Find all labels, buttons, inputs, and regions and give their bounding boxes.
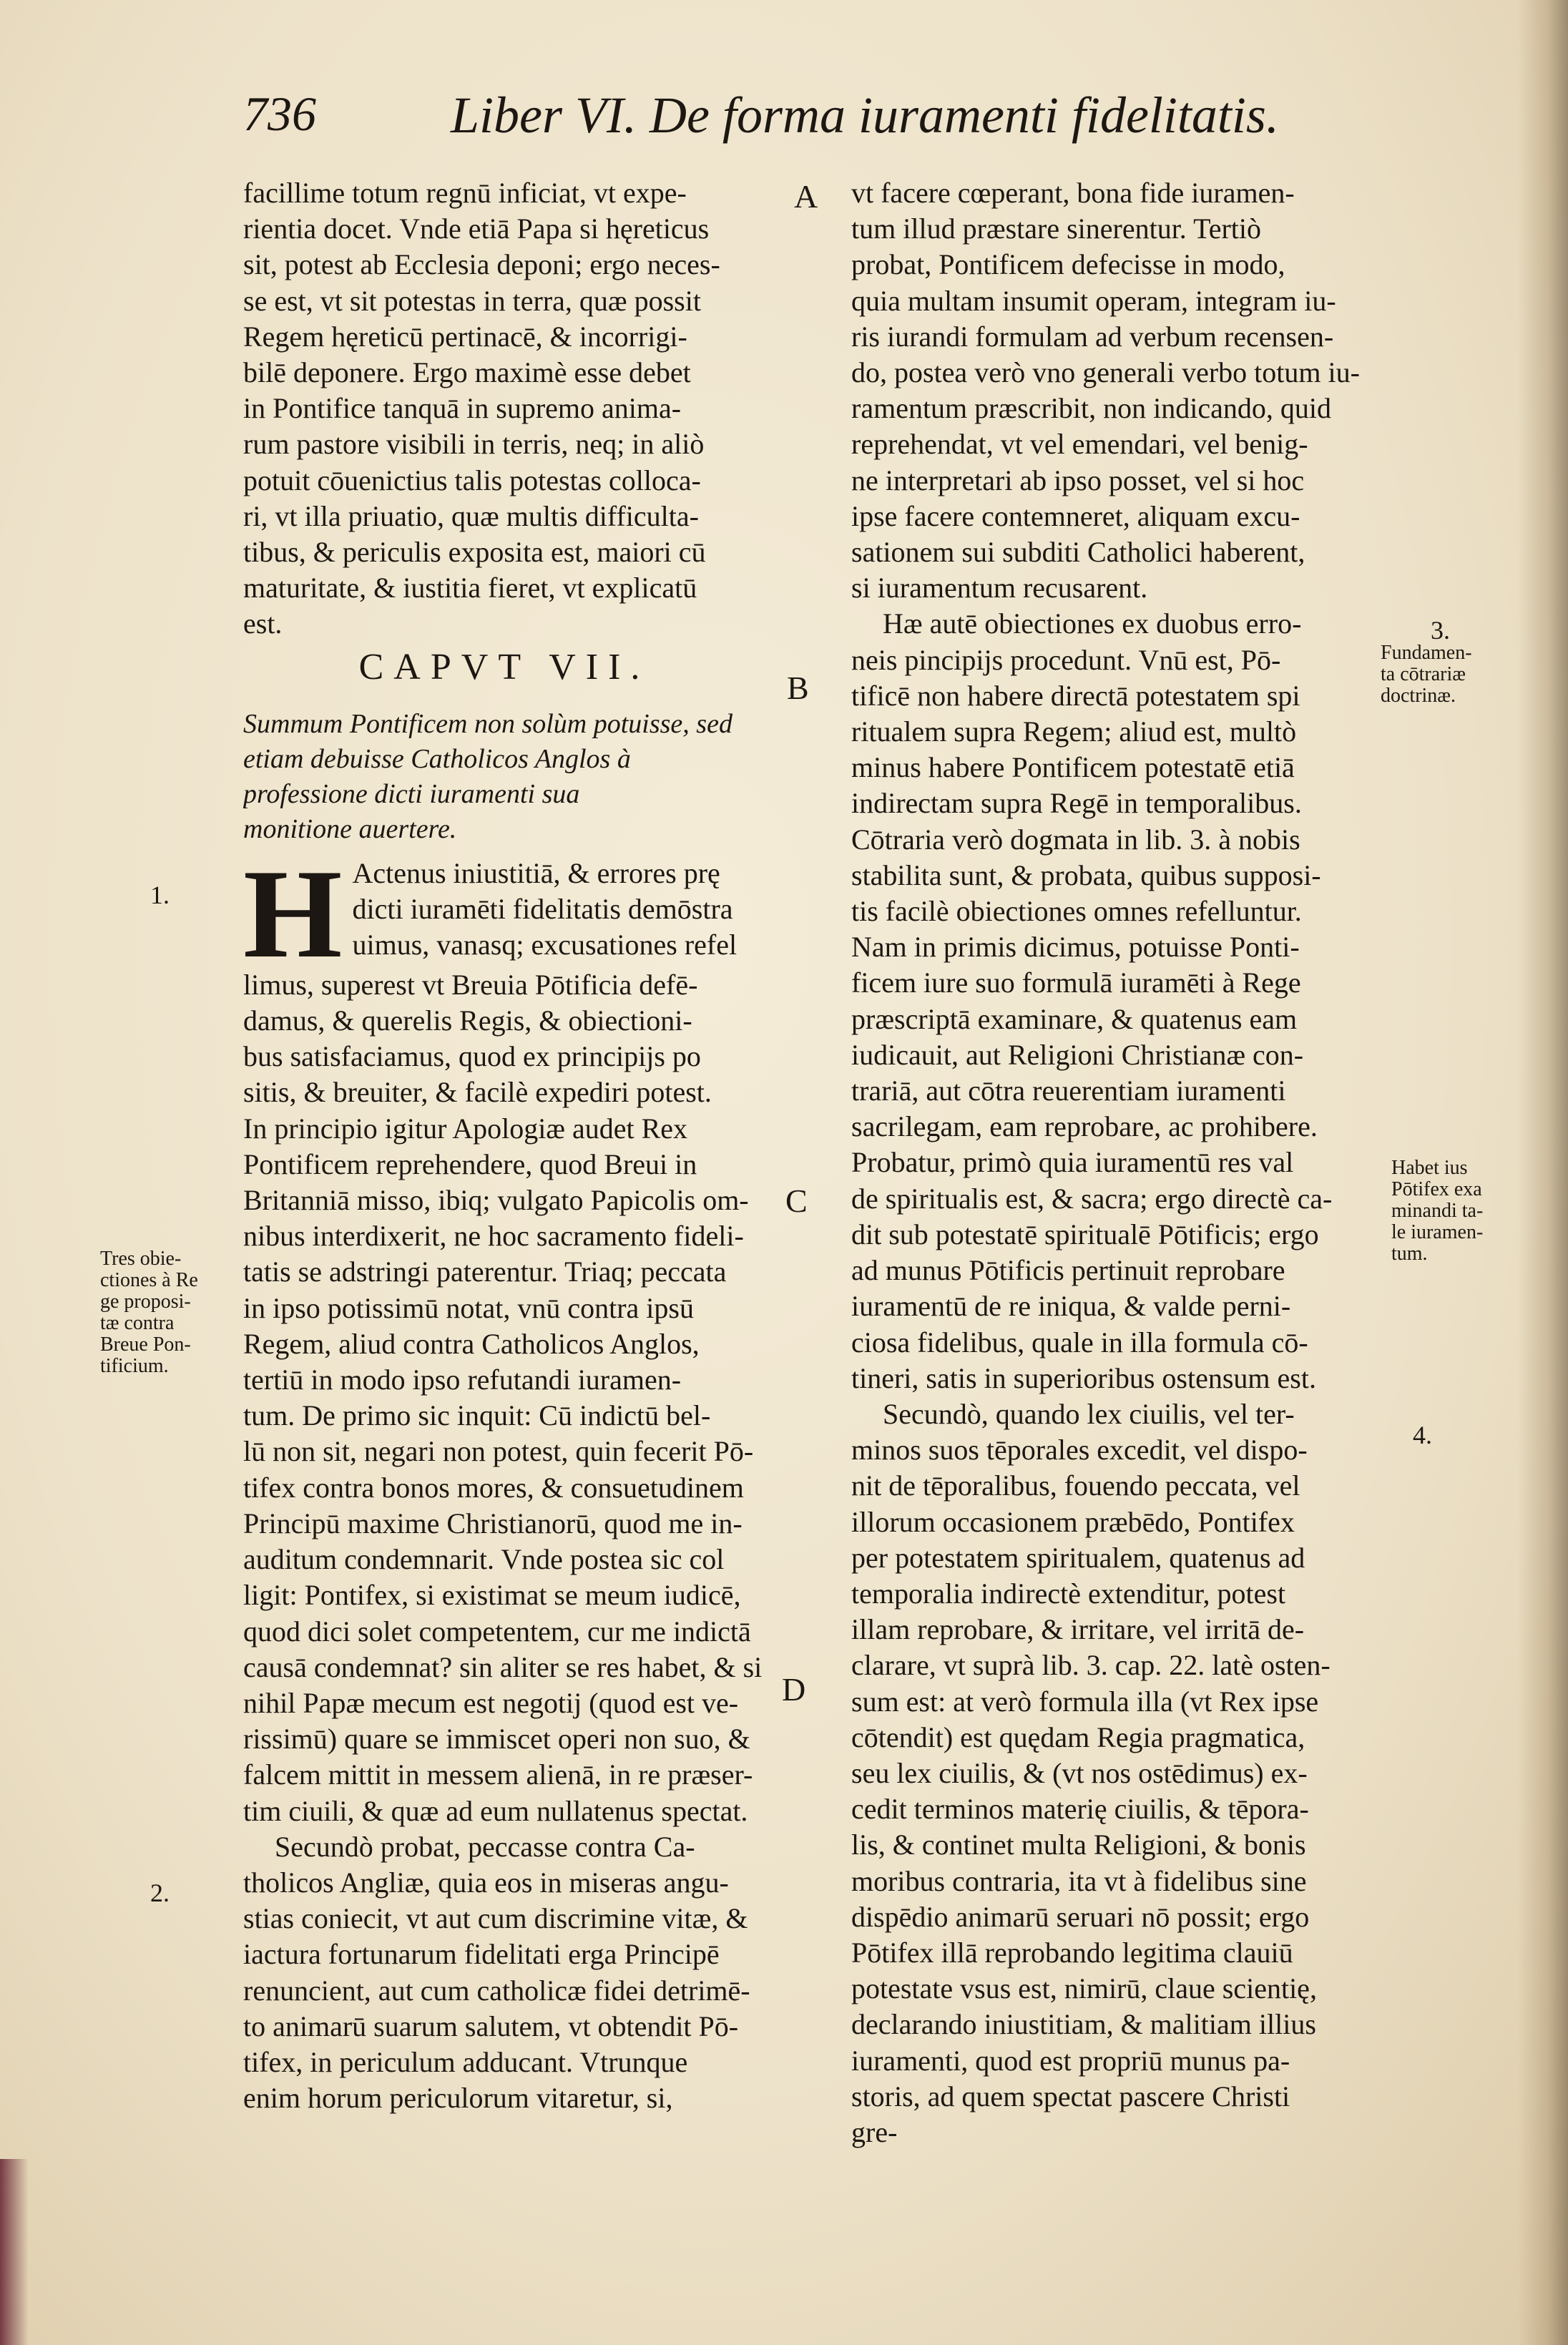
text-line: Nam in primis dicimus, potuisse Ponti- xyxy=(851,931,1300,964)
text-line: tum illud præstare sinerentur. Tertiò xyxy=(851,212,1262,245)
text-line: Regem hęreticū pertinacē, & incorrigi- xyxy=(243,320,687,353)
text-line: ad munus Pōtificis pertinuit reprobare xyxy=(851,1254,1285,1287)
chapter-opening xyxy=(243,842,765,984)
text-line: tatis se adstringi paterentur. Triaq; peccata xyxy=(243,1255,727,1288)
drop-cap: H xyxy=(243,842,343,984)
right-column xyxy=(851,175,1373,2150)
text-line: de spiritualis est, & sacra; ergo directè ca- xyxy=(851,1182,1333,1215)
text-line: lū non sit, negari non potest, quin fecerit Pō- xyxy=(243,1435,754,1468)
text-line: iactura fortunarum fidelitati erga Principē xyxy=(243,1938,720,1971)
text-line: professione dicti iuramenti sua xyxy=(243,778,580,809)
text-line: clarare, vt suprà lib. 3. cap. 22. latè osten- xyxy=(851,1649,1331,1682)
text-line: do, postea verò vno generali verbo totum iu- xyxy=(851,356,1360,389)
margin-number-1: 1. xyxy=(150,881,170,909)
text-line: iudicauit, aut Religioni Christianæ con- xyxy=(851,1038,1304,1071)
margin-note-line: minandi ta- xyxy=(1391,1200,1484,1222)
text-line: Cōtraria verò dogmata in lib. 3. à nobis xyxy=(851,823,1300,856)
section-letter-b: B xyxy=(787,670,809,706)
text-line: indirectam supra Regē in temporalibus. xyxy=(851,787,1302,820)
text-line: facillime totum regnū inficiat, vt expe- xyxy=(243,177,687,209)
text-line: storis, ad quem spectat pascere Christi xyxy=(851,2080,1290,2113)
text-line: ramentum præscribit, non indicando, quid xyxy=(851,392,1331,425)
margin-number-3: 3. xyxy=(1431,616,1450,645)
text-line: ri, vt illa priuatio, quæ multis difficulta- xyxy=(243,499,699,532)
text-line: temporalia indirectè extenditur, potest xyxy=(851,1577,1286,1610)
text-line: monitione auertere. xyxy=(243,813,457,844)
chapter-summary xyxy=(243,707,765,847)
margin-note-habet-ius xyxy=(1391,1157,1534,1265)
text-line: maturitate, & iustitia fieret, vt explicatū xyxy=(243,572,697,604)
text-line: etiam debuisse Catholicos Anglos à xyxy=(243,743,631,774)
text-line: limus, superest vt Breuia Pōtificia defē- xyxy=(243,968,698,1001)
text-line: tertiū in modo ipso refutandi iuramen- xyxy=(243,1364,682,1396)
text-line: Regem, aliud contra Catholicos Anglos, xyxy=(243,1327,700,1360)
text-line: reprehendat, vt vel emendari, vel benig- xyxy=(851,428,1308,461)
text-line: stabilita sunt, & probata, quibus supposi- xyxy=(851,858,1321,891)
text-line: ligit: Pontifex, si existimat se meum iudicē, xyxy=(243,1579,741,1612)
text-line: illorum occasionem præbēdo, Pontifex xyxy=(851,1505,1295,1538)
text-line: Summum Pontificem non solùm potuisse, sed xyxy=(243,708,732,739)
text-line: sationem sui subditi Catholici haberent, xyxy=(851,536,1305,569)
left-column-body xyxy=(243,967,765,2117)
text-line: potestate vsus est, nimirū, claue scientię, xyxy=(851,1972,1317,2005)
margin-note-objections xyxy=(100,1248,243,1377)
text-line: neis pincipijs procedunt. Vnū est, Pō- xyxy=(851,643,1281,676)
margin-note-fundamenta xyxy=(1381,642,1524,707)
text-line: ritualem supra Regem; aliud est, multò xyxy=(851,715,1297,748)
text-line: In principio igitur Apologiæ audet Rex xyxy=(243,1112,688,1145)
text-line: iuramenti, quod est propriū munus pa- xyxy=(851,2044,1290,2077)
text-line: in Pontifice tanquā in supremo anima- xyxy=(243,392,682,425)
text-line: Pōtifex illā reprobando legitima clauiū xyxy=(851,1936,1293,1969)
text-line: nihil Papæ mecum est negotij (quod est ve- xyxy=(243,1686,739,1719)
text-line: gre- xyxy=(851,2115,898,2148)
text-line: ris iurandi formulam ad verbum recensen- xyxy=(851,320,1334,353)
text-line: ficem iure suo formulā iuramēti à Rege xyxy=(851,966,1301,999)
margin-note-line: doctrinæ. xyxy=(1381,685,1456,707)
text-line: per potestatem spiritualem, quatenus ad xyxy=(851,1541,1305,1574)
text-line: nit de tēporalibus, fouendo peccata, vel xyxy=(851,1469,1300,1502)
margin-note-line: le iuramen- xyxy=(1391,1221,1484,1243)
text-line: seu lex ciuilis, & (vt nos ostēdimus) ex- xyxy=(851,1756,1308,1789)
text-line: enim horum periculorum vitaretur, si, xyxy=(243,2082,673,2115)
text-line: Probatur, primò quia iuramentū res val xyxy=(851,1146,1294,1179)
text-line: uimus, vanasq; excusationes refel xyxy=(352,929,738,961)
margin-number-2: 2. xyxy=(150,1879,170,1907)
text-line: tis facilè obiectiones omnes refelluntur. xyxy=(851,895,1302,928)
margin-note-line: ctiones à Re xyxy=(100,1269,198,1291)
page-header xyxy=(243,86,1279,157)
margin-number-4: 4. xyxy=(1413,1421,1432,1449)
text-line: si iuramentum recusarent. xyxy=(851,572,1148,604)
text-line: bilē deponere. Ergo maximè esse debet xyxy=(243,356,691,389)
text-line: nibus interdixerit, ne hoc sacramento fideli- xyxy=(243,1220,744,1253)
text-line: dit sub potestatē spiritualē Pōtificis; ergo xyxy=(851,1218,1319,1250)
section-letter-a: A xyxy=(794,178,818,215)
margin-note-line: Tres obie- xyxy=(100,1248,182,1270)
text-line: trariā, aut cōtra reuerentiam iuramenti xyxy=(851,1074,1286,1107)
text-line: causā condemnat? sin aliter se res habet, & si xyxy=(243,1650,763,1683)
text-line: ciosa fidelibus, quale in illa formula cō- xyxy=(851,1326,1308,1358)
text-line: tholicos Angliæ, quia eos in miseras angu- xyxy=(243,1866,729,1899)
section-letter-d: D xyxy=(782,1671,806,1708)
text-line: præscriptā examinare, & quatenus eam xyxy=(851,1002,1298,1035)
text-line: cōtendit) est quędam Regia pragmatica, xyxy=(851,1720,1305,1753)
text-line: tum. De primo sic inquit: Cū indictū bel- xyxy=(243,1399,711,1432)
text-line: declarando iniustitiam, & malitiam illius xyxy=(851,2008,1316,2041)
text-line: bus satisfaciamus, quod ex principijs po xyxy=(243,1040,701,1073)
text-line: quia multam insumit operam, integram iu- xyxy=(851,284,1336,317)
text-line: potuit cōuenictius talis potestas colloca- xyxy=(243,464,701,496)
text-line: stias coniecit, vt aut cum discrimine vitæ, & xyxy=(243,1902,748,1935)
text-line: lis, & continet multa Religioni, & bonis xyxy=(851,1828,1306,1861)
text-line: renuncient, aut cum catholicæ fidei detrimē- xyxy=(243,1974,750,2007)
running-title: Liber VI. De forma iuramenti fidelitatis. xyxy=(451,87,1279,144)
text-line: est. xyxy=(243,607,283,640)
text-line: tibus, & periculis exposita est, maiori cū xyxy=(243,536,706,569)
margin-note-line: Fundamen- xyxy=(1381,642,1472,664)
text-line: probat, Pontificem defecisse in modo, xyxy=(851,248,1285,281)
margin-note-line: ge proposi- xyxy=(100,1291,191,1313)
page-number: 736 xyxy=(243,87,316,141)
text-line: ne interpretari ab ipso posset, vel si hoc xyxy=(851,464,1305,496)
margin-note-line: ta cōtrariæ xyxy=(1381,663,1466,685)
binding-edge xyxy=(0,2159,29,2345)
text-line: sit, potest ab Ecclesia deponi; ergo neces- xyxy=(243,248,720,281)
text-line: tim ciuili, & quæ ad eum nullatenus spectat. xyxy=(243,1794,748,1827)
left-column xyxy=(243,175,765,2116)
text-line: Secundò probat, peccasse contra Ca- xyxy=(275,1830,695,1863)
text-line: illam reprobare, & irritare, vel irritā de- xyxy=(851,1613,1305,1646)
text-line: falcem mittit in messem alienā, in re præser- xyxy=(243,1758,753,1791)
text-line: in ipso potissimū notat, vnū contra ipsū xyxy=(243,1291,694,1324)
text-line: tineri, satis in superioribus ostensum est. xyxy=(851,1361,1316,1394)
text-line: Britanniā misso, ibiq; vulgato Papicolis om- xyxy=(243,1184,749,1217)
text-line: sitis, & breuiter, & facilè expediri potest. xyxy=(243,1076,712,1109)
text-line: ipse facere contemneret, aliquam excu- xyxy=(851,499,1300,532)
margin-note-line: tificium. xyxy=(100,1355,169,1377)
text-line: Principū maxime Christianorū, quod me in- xyxy=(243,1507,743,1539)
text-line: moribus contraria, ita vt à fidelibus sine xyxy=(851,1864,1307,1897)
text-line: dicti iuramēti fidelitatis demōstra xyxy=(352,893,733,926)
text-line: Pontificem reprehendere, quod Breui in xyxy=(243,1147,697,1180)
text-line: vt facere cœperant, bona fide iuramen- xyxy=(851,177,1295,209)
margin-note-line: tæ contra xyxy=(100,1312,175,1334)
chapter-heading: CAPVT VII. xyxy=(358,646,650,687)
text-line: Actenus iniustitiā, & errores prę xyxy=(352,856,720,889)
text-line: to animarū suarum salutem, vt obtendit Pō- xyxy=(243,2009,739,2042)
text-line: minus habere Pontificem potestatē etiā xyxy=(851,751,1295,784)
text-line: sum est: at verò formula illa (vt Rex ipse xyxy=(851,1685,1319,1718)
margin-note-line: Habet ius xyxy=(1391,1157,1468,1179)
text-line: rissimū) quare se immiscet operi non suo, & xyxy=(243,1723,750,1756)
text-line: dispēdio animarū seruari nō possit; ergo xyxy=(851,1900,1310,1933)
text-line: quod dici solet competentem, cur me indictā xyxy=(243,1615,751,1648)
text-line: se est, vt sit potestas in terra, quæ possit xyxy=(243,284,701,317)
text-line: iuramentū de re iniqua, & valde perni- xyxy=(851,1290,1291,1323)
text-line: tificē non habere directā potestatem spi xyxy=(851,679,1300,712)
text-line: rientia docet. Vnde etiā Papa si hęreticus xyxy=(243,212,710,245)
text-line: Secundò, quando lex ciuilis, vel ter- xyxy=(883,1397,1295,1430)
margin-note-line: Breue Pon- xyxy=(100,1333,191,1356)
text-line: cedit terminos materię ciuilis, & tēpora- xyxy=(851,1793,1309,1826)
text-line: minos suos tēporales excedit, vel dispo- xyxy=(851,1434,1308,1467)
text-line: Hæ autē obiectiones ex duobus erro- xyxy=(883,607,1302,640)
text-line: rum pastore visibili in terris, neq; in aliò xyxy=(243,428,705,461)
left-column-top-text xyxy=(243,175,765,642)
text-line: damus, & querelis Regis, & obiectioni- xyxy=(243,1004,692,1037)
margin-note-line: Pōtifex exa xyxy=(1391,1178,1482,1200)
text-line: sacrilegam, eam reprobare, ac prohibere. xyxy=(851,1110,1318,1143)
margin-note-line: tum. xyxy=(1391,1243,1428,1265)
text-line: auditum condemnarit. Vnde postea sic col xyxy=(243,1543,725,1576)
text-line: tifex contra bonos mores, & consuetudinem xyxy=(243,1471,744,1504)
text-line: tifex, in periculum adducant. Vtrunque xyxy=(243,2045,688,2078)
section-letter-c: C xyxy=(785,1183,808,1219)
